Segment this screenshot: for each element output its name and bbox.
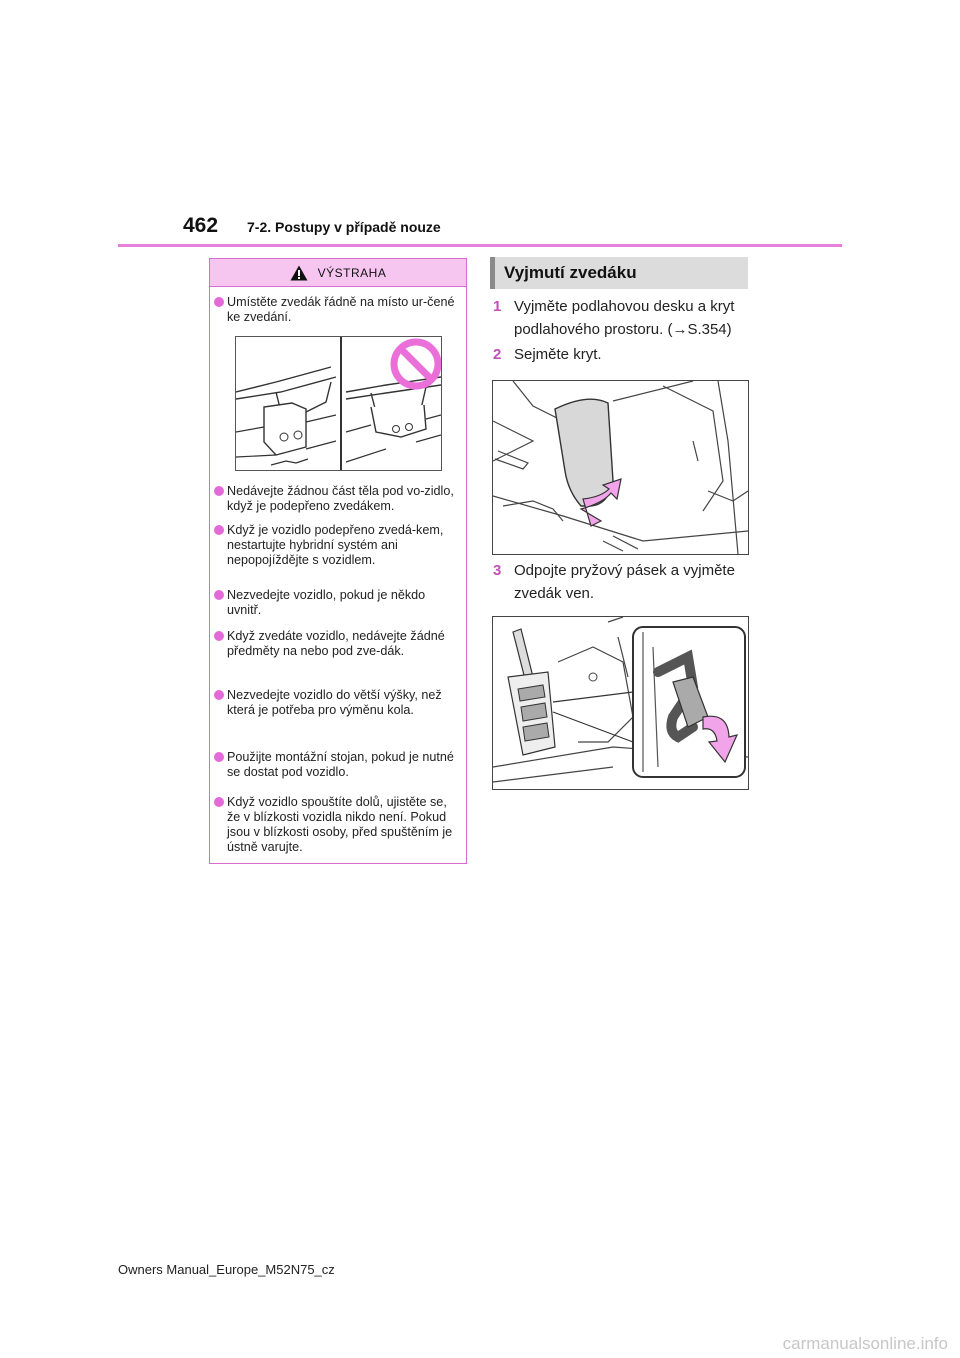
section-heading: Vyjmutí zvedáku: [490, 257, 748, 289]
warning-item: Nezvedejte vozidlo, pokud je někdo uvnitř.: [214, 588, 462, 618]
step-3: 3 Odpojte pryžový pásek a vyjměte zvedák ven.: [493, 562, 735, 602]
page-number: 462: [183, 214, 219, 237]
section-title: 7-2. Postupy v případě nouze: [247, 219, 441, 235]
step-2: 2 Sejměte kryt.: [493, 346, 602, 363]
warning-item: Nedávejte žádnou část těla pod vo-zidlo, když je podepřeno zvedákem.: [214, 484, 462, 514]
remove-cover-figure: [492, 380, 749, 555]
warning-header: [210, 259, 466, 287]
header-rule: [118, 244, 842, 247]
jack-placement-figure: [235, 336, 442, 471]
warning-item: Nezvedejte vozidlo do větší výšky, než která je potřeba pro výměnu kola.: [214, 688, 462, 718]
warning-triangle-icon: [290, 265, 308, 281]
warning-title: VÝSTRAHA: [317, 265, 387, 280]
prohibition-icon: [394, 342, 438, 386]
bullet: [214, 297, 224, 307]
step-1: 1 Vyjměte podlahovou desku a kryt podlahového prostoru. (→S.354): [493, 298, 735, 338]
watermark: carmanualsonline.info: [782, 1334, 948, 1353]
warning-item: Když zvedáte vozidlo, nedávejte žádné předměty na nebo pod zve-dák.: [214, 629, 462, 659]
remove-jack-figure: [492, 616, 749, 790]
warning-item: Umístěte zvedák řádně na místo ur-čené ke zvedání.: [214, 295, 462, 325]
warning-item: Když vozidlo spouštíte dolů, ujistěte se, že v blízkosti vozidla nikdo není. Pokud jsou v blízkosti osoby, před spuštěním je ústně varujte.: [214, 795, 462, 855]
warning-item: Použijte montážní stojan, pokud je nutné se dostat pod vozidlo.: [214, 750, 462, 780]
footer-text: Owners Manual_Europe_M52N75_cz: [118, 1262, 335, 1277]
warning-item: Když je vozidlo podepřeno zvedá-kem, nestartujte hybridní systém ani nepopojíždějte s vozidlem.: [214, 523, 462, 568]
